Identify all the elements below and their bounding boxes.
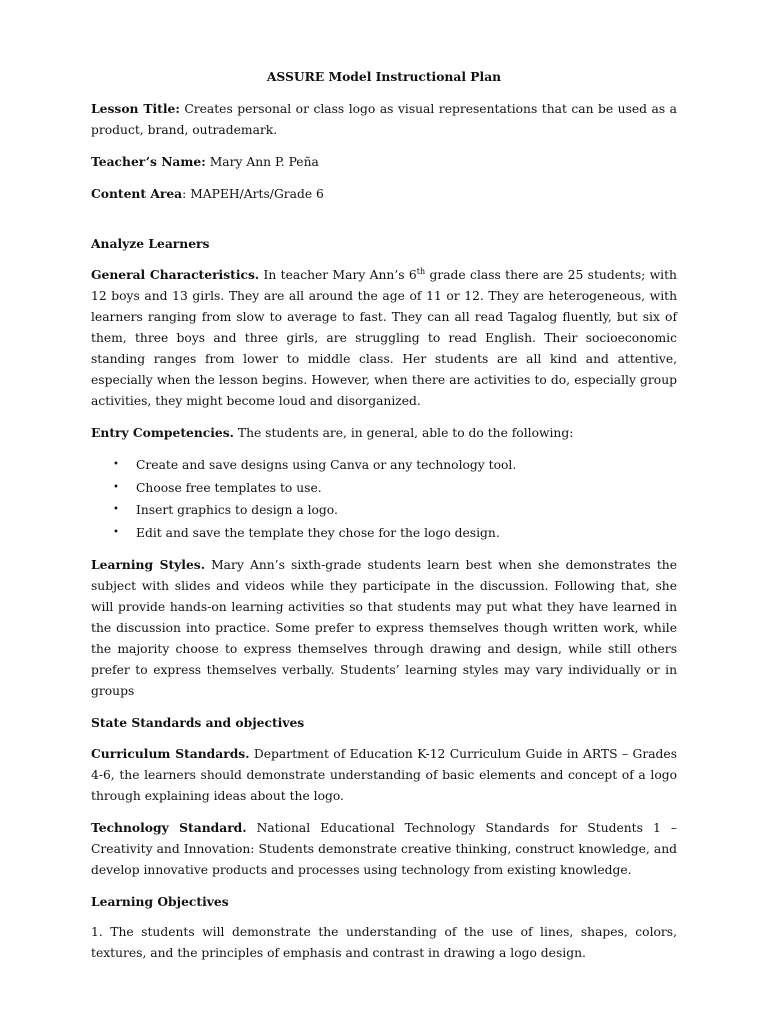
bullet-icon: • — [113, 459, 119, 470]
curriculum-standards-text: Department of Education K-12 Curriculum Guide in ARTS – Grades 4-6, the learners should demonstrate understanding of basic elements and concept of a logo through explaining ideas about the logo. — [91, 747, 677, 803]
learning-styles-paragraph — [91, 554, 677, 702]
document-title: ASSURE Model Instructional Plan — [266, 69, 502, 84]
bullet-icon: • — [113, 504, 119, 515]
entry-competencies-list — [91, 454, 677, 544]
document-page — [91, 66, 677, 974]
technology-standard-label: Technology Standard. — [91, 820, 247, 835]
teacher-name-paragraph — [91, 151, 677, 173]
content-area-value: : MAPEH/Arts/Grade 6 — [182, 187, 324, 201]
learning-styles-label: Learning Styles. — [91, 557, 205, 572]
state-standards-heading: State Standards and objectives — [91, 715, 305, 730]
list-item-text: Insert graphics to design a logo. — [136, 503, 338, 517]
general-characteristics-label: General Characteristics. — [91, 267, 260, 282]
entry-competencies-paragraph — [91, 422, 677, 444]
entry-competencies-text: The students are, in general, able to do the following: — [233, 426, 574, 440]
bullet-icon: • — [113, 526, 119, 538]
general-characteristics-paragraph — [91, 264, 677, 412]
list-item — [91, 499, 677, 522]
technology-standard-paragraph — [91, 817, 677, 881]
list-item-text: Choose free templates to use. — [136, 480, 322, 495]
learning-objective-1: 1. The students will demonstrate the understanding of the use of lines, shapes, colors, textures, and the principles of emphasis and contrast in drawing a logo design. — [91, 925, 677, 960]
bullet-icon: • — [113, 481, 119, 493]
content-area-paragraph — [91, 183, 677, 205]
list-item — [91, 454, 677, 477]
lesson-title-paragraph — [91, 98, 677, 141]
content-area-label: Content Area — [91, 186, 183, 201]
list-item-text: Create and save designs using Canva or any technology tool. — [136, 458, 517, 472]
general-characteristics-text-b: grade class there are 25 students; with 12 boys and 13 girls. They are all around the age of 11 or 12. They are heterogeneous, with learners ranging from slow to average to fast. They can all read Tagalog fluently, but six of them, three boys and three girls, are struggling to read English. Their socioeconomic standing ranges from lower to middle class. Her students are all kind and attentive, especially when the lesson begins. However, when there are activities to do, especially group activities, they might become loud and disorganized. — [91, 268, 677, 408]
technology-standard-text: National Educational Technology Standards for Students 1 – Creativity and Innovation: Students demonstrate creative thinking, construct knowledge, and develop innovative products and processes using technology from existing knowledge. — [91, 821, 677, 877]
list-item-text: Edit and save the template they chose for the logo design. — [136, 525, 500, 540]
grade-ordinal-suffix: th — [416, 266, 426, 276]
lesson-title-value: Creates personal or class logo as visual representations that can be used as a product, brand, outrademark. — [91, 102, 677, 137]
teacher-name-value: Mary Ann P. Peña — [205, 155, 319, 169]
entry-competencies-label: Entry Competencies. — [91, 425, 234, 440]
list-item — [91, 522, 677, 545]
learning-styles-text: Mary Ann’s sixth-grade students learn best when she demonstrates the subject with slides and videos while they participate in the discussion. Following that, she will provide hands-on learning activities so that students may put what they have learned in the discussion into practice. Some prefer to express themselves though written work, while the majority choose to express themselves through drawing and design, while still others prefer to express themselves verbally. Students’ learning styles may vary individually or in groups — [91, 558, 677, 698]
curriculum-standards-label: Curriculum Standards. — [91, 746, 250, 761]
list-item — [91, 477, 677, 500]
analyze-learners-heading: Analyze Learners — [91, 236, 210, 251]
curriculum-standards-paragraph — [91, 743, 677, 807]
learning-objectives-heading: Learning Objectives — [91, 894, 229, 909]
lesson-title-label: Lesson Title: — [91, 101, 180, 116]
teacher-name-label: Teacher’s Name: — [91, 154, 206, 169]
general-characteristics-text-a: In teacher Mary Ann’s 6 — [259, 268, 417, 282]
